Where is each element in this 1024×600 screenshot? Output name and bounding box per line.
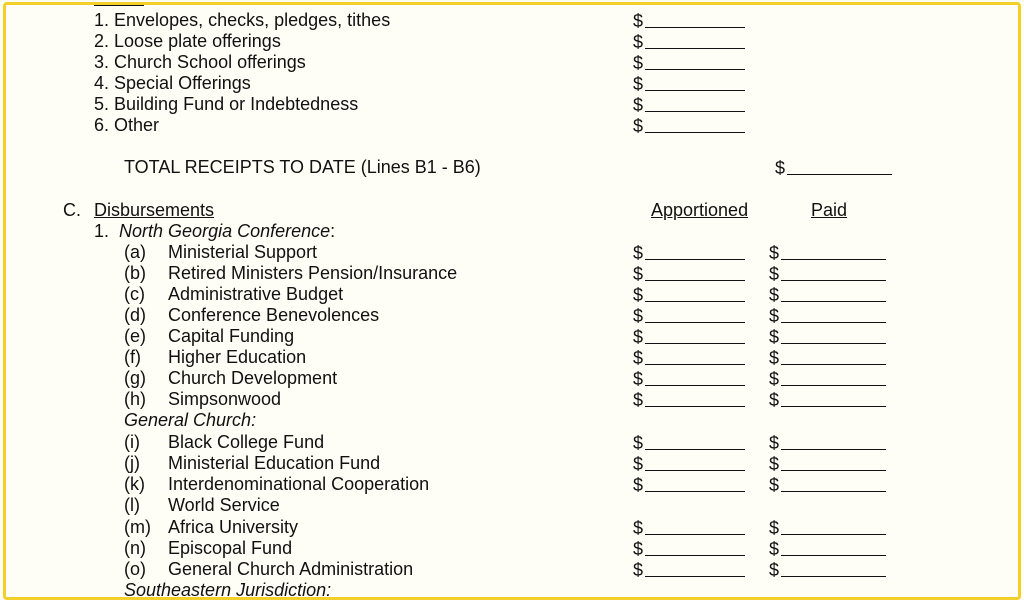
paid-amount-blank[interactable] (781, 322, 886, 323)
receipt-line-5: 5. Building Fund or Indebtedness (94, 94, 359, 114)
currency-symbol: $ (633, 518, 644, 538)
currency-symbol: $ (633, 369, 644, 389)
currency-symbol: $ (769, 348, 780, 368)
disbursement-label-o: General Church Administration (168, 559, 414, 579)
disbursement-item-c: (c) (124, 284, 145, 304)
disbursement-label-i: Black College Fund (168, 432, 325, 452)
currency-symbol: $ (633, 74, 644, 94)
currency-symbol: $ (769, 243, 780, 263)
total-receipts-blank[interactable] (787, 174, 892, 175)
currency-symbol: $ (633, 264, 644, 284)
currency-symbol: $ (769, 539, 780, 559)
disbursement-item-n: (n) (124, 538, 146, 558)
paid-amount-blank[interactable] (781, 364, 886, 365)
paid-amount-blank[interactable] (781, 449, 886, 450)
form-page (3, 2, 1021, 600)
disbursement-item-o: (o) (124, 559, 146, 579)
section-letter: C. (63, 200, 81, 220)
apportioned-amount-blank[interactable] (645, 343, 745, 344)
currency-symbol: $ (633, 116, 644, 136)
receipt-line-1: 1. Envelopes, checks, pledges, tithes (94, 10, 391, 30)
disbursement-item-k: (k) (124, 474, 145, 494)
disbursement-label-g: Church Development (168, 368, 338, 388)
currency-symbol: $ (769, 433, 780, 453)
disbursements-heading: Disbursements (94, 200, 215, 220)
currency-symbol: $ (769, 454, 780, 474)
apportioned-amount-blank[interactable] (645, 555, 745, 556)
apportioned-amount-blank[interactable] (645, 280, 745, 281)
currency-symbol: $ (769, 306, 780, 326)
disbursement-label-l: World Service (168, 495, 280, 515)
disbursement-label-e: Capital Funding (168, 326, 295, 346)
apportioned-amount-blank[interactable] (645, 406, 745, 407)
apportioned-amount-blank[interactable] (645, 534, 745, 535)
disbursement-label-n: Episcopal Fund (168, 538, 293, 558)
apportioned-amount-blank[interactable] (645, 576, 745, 577)
currency-symbol: $ (769, 264, 780, 284)
currency-symbol: $ (633, 306, 644, 326)
disbursement-label-f: Higher Education (168, 347, 307, 367)
currency-symbol: $ (769, 475, 780, 495)
apportioned-amount-blank[interactable] (645, 470, 745, 471)
total-receipts-label: TOTAL RECEIPTS TO DATE (Lines B1 - B6) (124, 157, 481, 177)
disbursement-item-j: (j) (124, 453, 140, 473)
paid-amount-blank[interactable] (781, 406, 886, 407)
currency-symbol: $ (633, 95, 644, 115)
paid-amount-blank[interactable] (781, 385, 886, 386)
apportioned-amount-blank[interactable] (645, 259, 745, 260)
receipt-line-2: 2. Loose plate offerings (94, 31, 281, 51)
apportioned-amount-blank[interactable] (645, 491, 745, 492)
disbursement-item-m: (m) (124, 517, 151, 537)
disbursement-item-a: (a) (124, 242, 146, 262)
disbursement-item-i: (i) (124, 432, 140, 452)
paid-amount-blank[interactable] (781, 555, 886, 556)
disbursement-label-c: Administrative Budget (168, 284, 344, 304)
disbursement-label-j: Ministerial Education Fund (168, 453, 381, 473)
disbursement-item-g: (g) (124, 368, 146, 388)
currency-symbol: $ (633, 454, 644, 474)
paid-amount-blank[interactable] (781, 576, 886, 577)
apportioned-amount-blank[interactable] (645, 301, 745, 302)
currency-symbol: $ (633, 539, 644, 559)
currency-symbol: $ (633, 53, 644, 73)
currency-symbol: $ (633, 560, 644, 580)
currency-symbol: $ (769, 560, 780, 580)
currency-symbol: $ (775, 158, 786, 178)
currency-symbol: $ (633, 390, 644, 410)
disbursement-label-m: Africa University (168, 517, 299, 537)
currency-symbol: $ (769, 327, 780, 347)
currency-symbol: $ (769, 285, 780, 305)
currency-symbol: $ (633, 243, 644, 263)
receipt-amount-blank-2[interactable] (645, 48, 745, 49)
paid-column-header: Paid (811, 200, 848, 220)
receipt-amount-blank-3[interactable] (645, 69, 745, 70)
currency-symbol: $ (633, 475, 644, 495)
currency-symbol: $ (633, 11, 644, 31)
receipt-line-3: 3. Church School offerings (94, 52, 306, 72)
cut-off-heading-underline (94, 5, 144, 6)
currency-symbol: $ (769, 518, 780, 538)
disbursement-item-l: (l) (124, 495, 140, 515)
disbursement-label-d: Conference Benevolences (168, 305, 380, 325)
paid-amount-blank[interactable] (781, 259, 886, 260)
group-general-church-heading: General Church: (124, 410, 257, 430)
receipt-line-4: 4. Special Offerings (94, 73, 251, 93)
currency-symbol: $ (633, 285, 644, 305)
disbursement-label-h: Simpsonwood (168, 389, 282, 409)
receipt-amount-blank-1[interactable] (645, 27, 745, 28)
disbursement-item-e: (e) (124, 326, 146, 346)
apportioned-amount-blank[interactable] (645, 449, 745, 450)
group-southeastern-jurisdiction-heading: Southeastern Jurisdiction: (124, 580, 332, 600)
disbursement-label-a: Ministerial Support (168, 242, 318, 262)
paid-amount-blank[interactable] (781, 470, 886, 471)
currency-symbol: $ (769, 390, 780, 410)
currency-symbol: $ (769, 369, 780, 389)
disbursement-item-d: (d) (124, 305, 146, 325)
disbursement-item-f: (f) (124, 347, 141, 367)
apportioned-amount-blank[interactable] (645, 364, 745, 365)
currency-symbol: $ (633, 348, 644, 368)
disbursement-item-b: (b) (124, 263, 146, 283)
currency-symbol: $ (633, 32, 644, 52)
receipt-line-6: 6. Other (94, 115, 160, 135)
apportioned-amount-blank[interactable] (645, 385, 745, 386)
paid-amount-blank[interactable] (781, 534, 886, 535)
paid-amount-blank[interactable] (781, 491, 886, 492)
disbursement-label-b: Retired Ministers Pension/Insurance (168, 263, 458, 283)
group-north-georgia-heading: 1. North Georgia Conference: (94, 221, 336, 241)
receipt-amount-blank-5[interactable] (645, 111, 745, 112)
receipt-amount-blank-4[interactable] (645, 90, 745, 91)
paid-amount-blank[interactable] (781, 343, 886, 344)
currency-symbol: $ (633, 327, 644, 347)
receipt-amount-blank-6[interactable] (645, 132, 745, 133)
currency-symbol: $ (633, 433, 644, 453)
paid-amount-blank[interactable] (781, 301, 886, 302)
apportioned-column-header: Apportioned (651, 200, 749, 220)
apportioned-amount-blank[interactable] (645, 322, 745, 323)
disbursement-label-k: Interdenominational Cooperation (168, 474, 430, 494)
disbursement-item-h: (h) (124, 389, 146, 409)
paid-amount-blank[interactable] (781, 280, 886, 281)
